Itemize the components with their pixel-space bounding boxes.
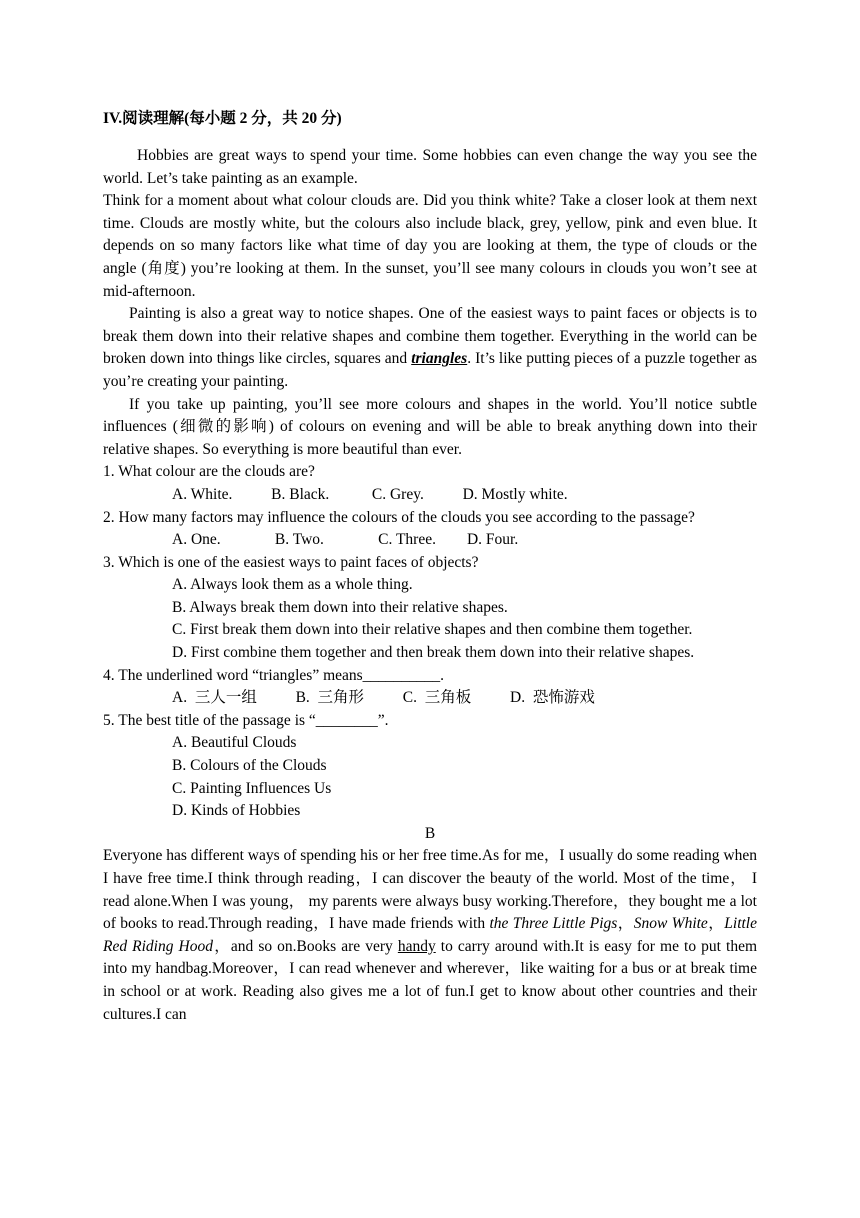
separator-1: ， [617,915,634,933]
question-5-option-d: D. Kinds of Hobbies [172,802,301,820]
section-title: IV.阅读理解(每小题 2 分，共 20 分) [103,110,342,127]
question-3-stem: 3. Which is one of the easiest ways to paint faces of objects? [103,553,479,571]
paragraph-3-text-before: Painting is also a great way to notice shapes. One of the easiest ways to paint faces or objects is to break them down into their relative shapes and combine them together. Everything in the world can be broken down into things like circles, squares and [103,305,757,368]
question-3-option-d: D. First combine them together and then break them down into their relative shapes. [172,644,695,662]
passage-a-paragraph-2: Think for a moment about what colour clouds are. Did you think white? Take a closer look at them next time. Clouds are mostly white, but the colours also include black, grey, yellow, pink and even blue. It depends on so many factors like what time of day you are looking at them, the type of clouds or the angle (角度) you’re looking at them. In the sunset, you’ll see many colours in clouds you won’t see at mid-afternoon. [103,192,757,300]
passage-a-paragraph-3 [103,303,757,393]
book-title-2: Snow White [633,915,708,933]
document-body [103,145,757,1026]
separator-2: ， [707,915,725,933]
question-5-option-b: B. Colours of the Clouds [172,757,327,775]
passage-a-paragraph-4: If you take up painting, you’ll see more colours and shapes in the world. You’ll notice subtle influences (细微的影响) of colours on evening and will be able to break anything down into their relative shapes. So everything is more beautiful than ever. [103,395,757,458]
question-4-stem: 4. The underlined word “triangles” means__________. [103,666,445,684]
question-5-option-c: C. Painting Influences Us [172,779,332,797]
passage-b-text-1: Everyone has different ways of spending his or her free time.As for me，I usually do some reading when I have free time.I think through reading，I can discover the beauty of the world. Most of the time， I read alone.When I was young， my parents were always busy working.Therefore，they bought me a lot of books to read.Through reading，I have made friends with [103,847,757,933]
question-5-options [103,732,757,822]
question-3-option-c: C. First break them down into their relative shapes and then combine them together. [172,621,693,639]
passage-a-paragraph-1: Hobbies are great ways to spend your time. Some hobbies can even change the way you see the world. Let’s take painting as an example. [103,147,757,187]
question-2-options: A. One. B. Two. C. Three. D. Four. [172,531,519,549]
question-3-option-b: B. Always break them down into their relative shapes. [172,598,508,616]
question-5-option-a: A. Beautiful Clouds [172,734,297,752]
underlined-word-handy: handy [397,937,436,955]
paragraph-3-text-after: . It’s like putting pieces of a puzzle together as you’re creating your painting. [103,350,757,390]
question-3-options [103,574,757,664]
question-1-options: A. White. B. Black. C. Grey. D. Mostly white. [172,485,568,503]
underlined-word-triangles: triangles [411,350,468,368]
passage-b-paragraph [103,845,757,1026]
passage-b-text-2: ，and so on.Books are very [213,937,398,955]
passage-b-label: B [424,824,436,842]
passage-b-text-3: to carry around with.It is easy for me to put them into my handbag.Moreover，I can read whenever and wherever，like waiting for a bus or at break time in school or at work. Reading also gives me a lot of fun.I get to know about other countries and their cultures.I can [103,937,758,1023]
book-title-3: Little Red Riding Hood [103,915,757,955]
question-1-stem: 1. What colour are the clouds are? [103,463,315,481]
question-3-option-a: A. Always look them as a whole thing. [172,576,413,594]
question-5-stem: 5. The best title of the passage is “________”. [103,711,389,729]
book-title-1: the Three Little Pigs [489,915,618,933]
question-4-options: A. 三人一组 B. 三角形 C. 三角板 D. 恐怖游戏 [172,689,595,707]
question-2-stem: 2. How many factors may influence the colours of the clouds you see according to the passage? [103,508,695,526]
